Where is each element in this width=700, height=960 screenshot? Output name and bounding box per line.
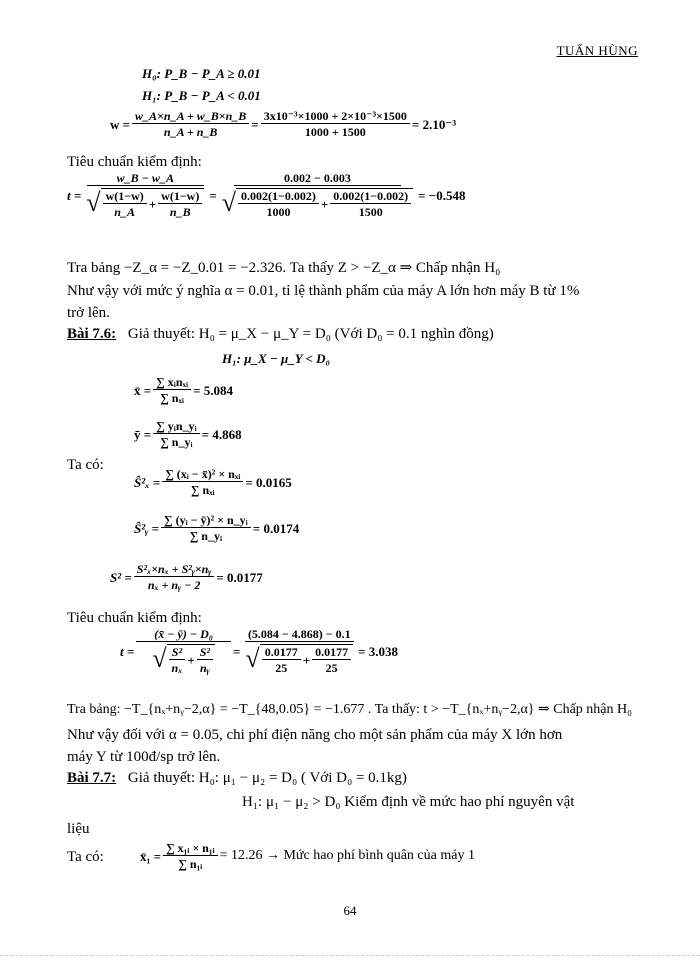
exercise-7-7-title: Bài 7.7: [67,770,117,786]
t2-mid-b-num: 0.0177 [312,646,351,660]
h0-line: H₀: P_B − P_A ≥ 0.01 [142,66,261,81]
t2-num: (x̄ − ȳ) − D₀ [136,628,231,642]
t1-eq: = [209,187,217,203]
t1-mid-num: 0.002 − 0.003 [234,172,401,186]
ybar-num: ∑ yᵢn_yᵢ [153,420,199,434]
t1-den-a-num: w(1−w) [103,190,147,204]
t1-mid-b-num: 0.002(1−0.002) [330,190,411,204]
xbar-lhs: x̄ = [134,382,152,398]
t2-mid-num: (5.084 − 4.868) − 0.1 [245,628,354,642]
t1-den-b-den: n_B [169,205,191,219]
w-den: n_A + n_B [163,125,218,139]
x1-result: = 12.26 → Mức hao phí bình quân của máy 1 [219,848,475,863]
exercise-7-7-line [67,771,407,786]
s2-lhs: S² = [110,569,132,585]
sy-den: ∑ n_yᵢ [189,529,223,543]
ta-co-label-2: Ta có: [67,849,104,865]
t1-mid-b-den: 1500 [358,205,383,219]
exercise-7-6-line [67,327,494,342]
lieu-word: liệu [67,821,90,837]
t2-a-den: nₓ [171,661,183,675]
t2-mid-a-den: 25 [275,661,288,675]
t1-num: w_B − w_A [87,172,204,186]
t2-b-den: nᵧ [200,661,210,675]
sx-formula [134,468,292,496]
sx-den: ∑ nₓᵢ [190,483,215,497]
sx-num: ∑ (xᵢ − x̄)² × nₓᵢ [162,468,243,482]
t2-formula: t = (x̄ − ȳ) − D₀ √ $\frac{\text{S²}}{\text{nₓ}}$ + $\frac{\text{S²}}{\text{nᵧ}}$ = (5.084 − 4.868) − 0.1 √ $\frac{0.0177}{25}$ + $\frac{0.0177}{25}$ = 3.038 [120,627,399,675]
s2-num: S²ₓ×nₓ + S²ᵧ×nᵧ [134,563,215,577]
sx-lhs: Ŝ²ₓ = [134,474,161,490]
xbar-formula [134,376,233,404]
w-mid-den: 1000 + 1500 [304,125,366,139]
x1-den: ∑ n₁ᵢ [178,857,203,871]
t1-lhs: t = [67,187,82,203]
x1-formula [140,842,475,870]
x1-num: ∑ x₁ᵢ × n₁ᵢ [163,842,218,856]
w-num: w_A×n_A + w_B×n_B [132,110,249,124]
page-bottom-divider [0,955,700,956]
conclusion-2b: máy Y từ 100đ/sp trở lên. [67,749,221,765]
sy-lhs: Ŝ²ᵧ = [134,520,160,536]
t1-formula: t = w_B − w_A √ $\frac{w(1-w)}{n\_A}$ + $\frac{w(1-w)}{n\_B}$ = 0.002 − 0.003 √ $\frac{0.002(1-0.002)}{1000}$ + $\frac{0.002(1-0.002)}{1500}$ = −0.548 [67,171,466,219]
ybar-formula [134,420,242,448]
sy-result: = 0.0174 [252,520,300,536]
t2-eq: = [233,643,241,659]
hypothesis-7-6: Giả thuyết: H₀ = μ_X − μ_Y = D₀ (Với D₀ = 0.1 nghìn đồng) [127,326,494,342]
sx-result: = 0.0165 [245,474,292,490]
test-criterion-1: Tiêu chuẩn kiểm định: [67,154,202,170]
table-lookup-1: Tra bảng −Z_α = −Z_0.01 = −2.326. Ta thấy Z > −Z_α ⇒ Chấp nhận H₀ [67,260,501,276]
ybar-result: = 4.868 [201,426,242,442]
t2-b-num: S² [197,646,213,660]
page-number: 64 [343,903,357,918]
ybar-den: ∑ n_yᵢ [160,435,193,449]
x1-lhs: x̄₁ = [140,848,162,864]
page-header: TUẤN HÙNG [556,43,638,58]
s2-formula [110,563,263,591]
ybar-lhs: ȳ = [134,426,152,442]
sy-formula [134,514,299,542]
conclusion-2a: Như vậy đối với α = 0.05, chi phí điện năng cho một sản phẩm của máy X lớn hơn [67,727,563,743]
t2-a-num: S² [169,646,185,660]
h1-line: H₁: P_B − P_A < 0.01 [142,88,261,103]
t1-den-b-num: w(1−w) [158,190,202,204]
table-lookup-2: Tra bảng: −T_{nₓ+nᵧ−2,α} = −T_{48,0.05} = −1.677 . Ta thấy: t > −T_{nₓ+nᵧ−2,α} ⇒ Chấp nhận H₀ [67,702,632,717]
t2-lhs: t = [120,643,135,659]
w-mid-num: 3x10⁻³×1000 + 2×10⁻³×1500 [261,110,410,124]
t1-mid-a-den: 1000 [266,205,291,219]
xbar-num: ∑ xᵢnₓᵢ [153,376,191,390]
t2-mid-b-den: 25 [325,661,338,675]
hypothesis-7-7: Giả thuyết: H₀: μ₁ − μ₂ = D₀ ( Với D₀ = 0.1kg) [127,770,407,786]
h1-7-7: H₁: μ₁ − μ₂ > D₀ Kiểm định về mức hao phí nguyên vật [242,794,575,810]
s2-result: = 0.0177 [216,569,263,585]
w-formula: w = $\frac{w\_A\times n\_A + w\_B\times n\_B}{n\_A + n\_B}$ = $\frac{\text{3x10⁻³×1000 + 2×10⁻³×1500}}{1000 + 1500}$ = 2.10⁻³ [110,109,457,139]
t1-result: = −0.548 [418,187,466,203]
t2-mid-a-num: 0.0177 [262,646,301,660]
exercise-7-6-title: Bài 7.6: [67,326,117,342]
xbar-den: ∑ nₓᵢ [160,391,185,405]
ta-co-label: Ta có: [67,457,104,473]
conclusion-1a: Như vậy với mức ý nghĩa α = 0.01, tỉ lệ thành phẩm của máy A lớn hơn máy B từ 1% [67,283,580,299]
w-lhs: w = [110,116,131,132]
s2-den: nₓ + nᵧ − 2 [147,578,201,592]
t2-result: = 3.038 [358,643,399,659]
sy-num: ∑ (yᵢ − ȳ)² × n_yᵢ [161,514,251,528]
h1-7-6: H₁: μ_X − μ_Y < D₀ [222,351,331,366]
xbar-result: = 5.084 [193,382,234,398]
test-criterion-2: Tiêu chuẩn kiểm định: [67,610,202,626]
t1-mid-a-num: 0.002(1−0.002) [238,190,319,204]
t1-den-a-den: n_A [114,205,135,219]
w-result: = 2.10⁻³ [411,116,457,132]
conclusion-1b: trở lên. [67,305,110,321]
